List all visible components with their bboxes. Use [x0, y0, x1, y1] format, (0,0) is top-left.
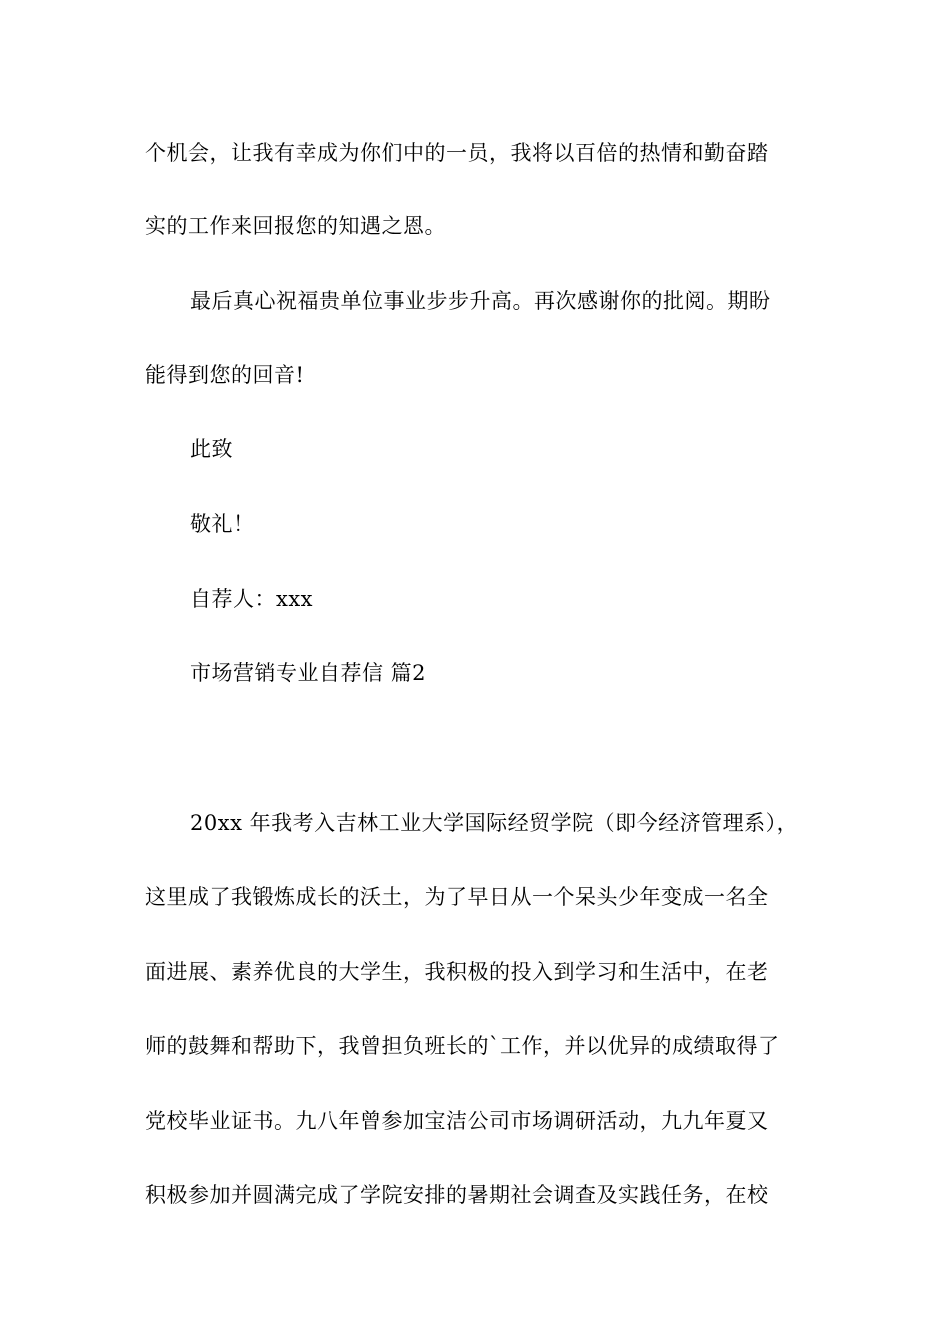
section-title: 市场营销专业自荐信 篇2: [190, 661, 427, 685]
paragraph-3-line-5: 党校毕业证书。九八年曾参加宝洁公司市场调研活动，九九年夏又: [145, 1109, 769, 1133]
paragraph-1-line-2: 实的工作来回报您的知遇之恩。: [145, 214, 446, 238]
paragraph-3-line-3: 面进展、素养优良的大学生，我积极的投入到学习和生活中，在老: [145, 960, 769, 984]
closing-salutation-2: 敬礼！: [190, 512, 255, 536]
closing-signature: 自荐人：xxx: [190, 587, 314, 611]
paragraph-1-line-1: 个机会，让我有幸成为你们中的一员，我将以百倍的热情和勤奋踏: [145, 141, 769, 165]
closing-salutation-1: 此致: [190, 437, 233, 461]
paragraph-2-line-1: 最后真心祝福贵单位事业步步升高。再次感谢你的批阅。期盼: [190, 289, 771, 313]
paragraph-3-line-1: 20xx 年我考入吉林工业大学国际经贸学院（即今经济管理系），: [190, 811, 799, 835]
paragraph-3-line-4: 师的鼓舞和帮助下，我曾担负班长的`工作，并以优异的成绩取得了: [145, 1034, 780, 1058]
paragraph-3-line-2: 这里成了我锻炼成长的沃土，为了早日从一个呆头少年变成一名全: [145, 885, 769, 909]
paragraph-3-line-6: 积极参加并圆满完成了学院安排的暑期社会调查及实践任务，在校: [145, 1183, 769, 1207]
paragraph-2-line-2: 能得到您的回音!: [145, 363, 305, 387]
